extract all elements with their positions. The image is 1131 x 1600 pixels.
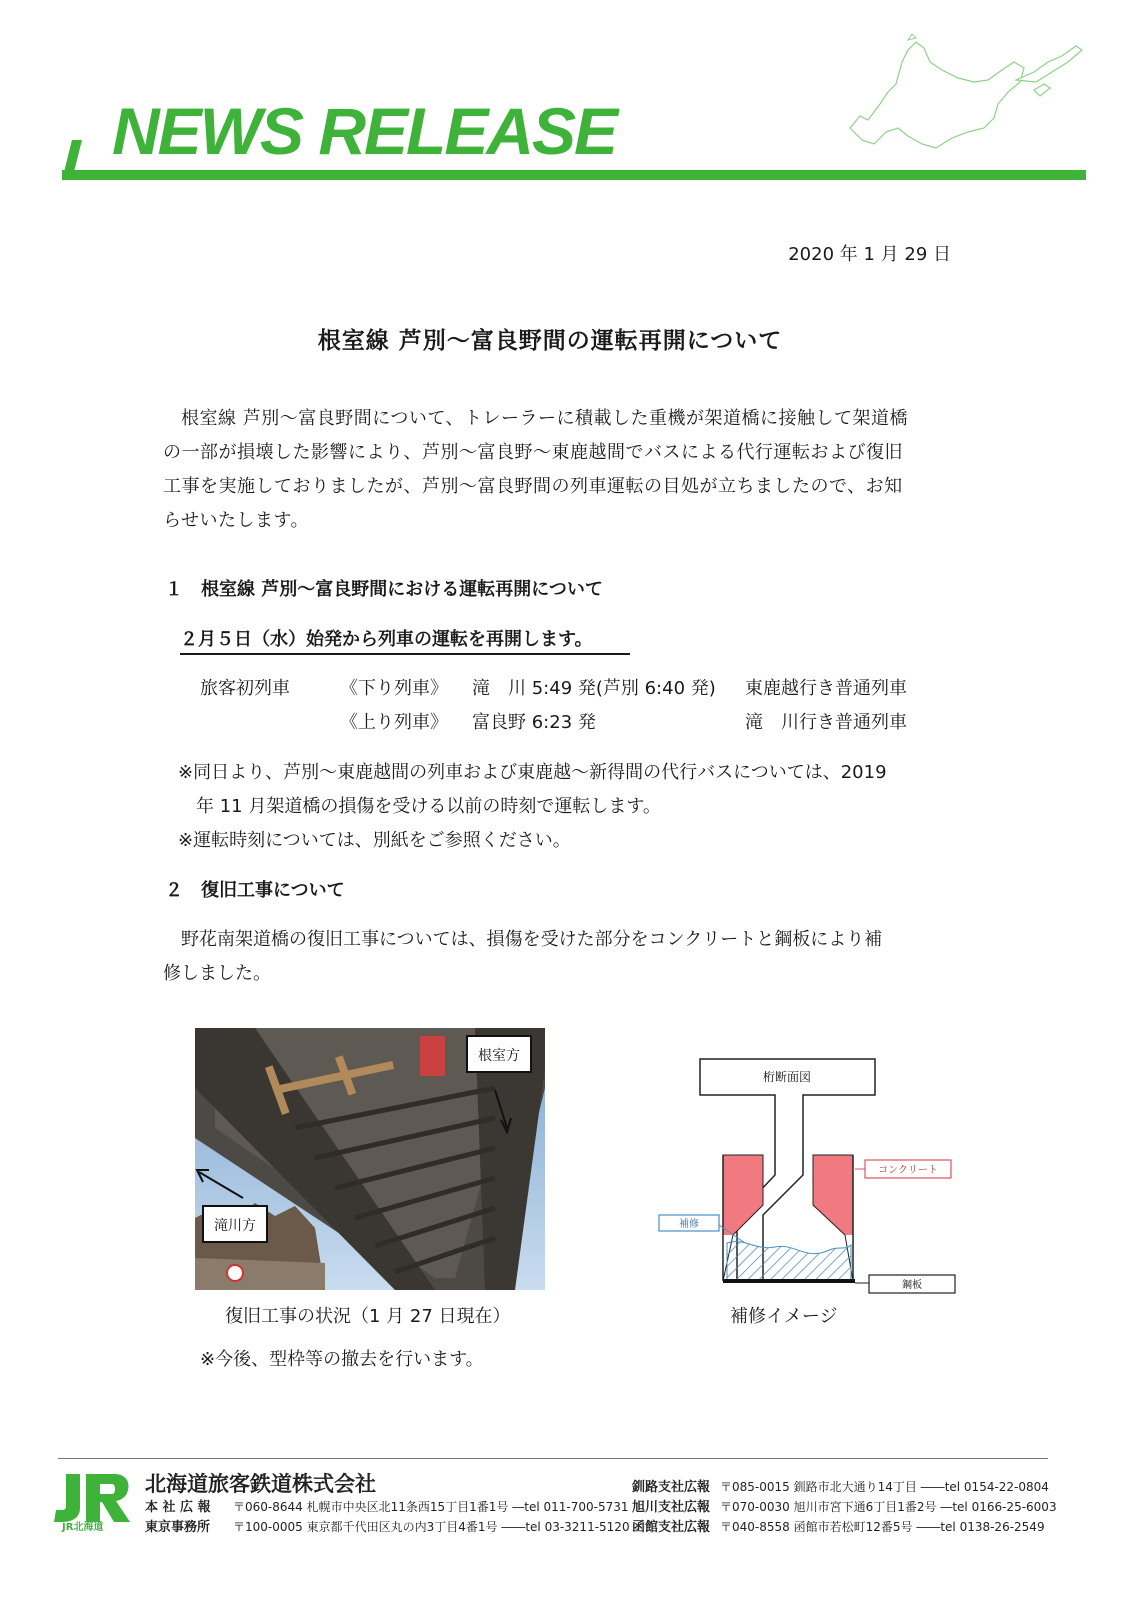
train-row [200, 706, 960, 740]
train-departure: 富良野 6:23 発 [472, 712, 596, 733]
label-steel: 鋼板 [902, 1280, 922, 1291]
footer-rule [58, 1458, 1048, 1459]
photo-caption: 復旧工事の状況（1 月 27 日現在） [225, 1306, 511, 1327]
construction-photo [195, 1028, 545, 1290]
office-row: 本 社 広 報 〒060-8644 札幌市中央区北11条西15丁目1番1号 ―tel 011-700-5731 [145, 1496, 628, 1515]
intro-line: の一部が損壊した影響により、芦別～富良野～東鹿越間でバスによる代行運転および復旧 [163, 442, 903, 463]
office-address: 〒085-0015 釧路市北大通り14丁目 [720, 1480, 917, 1494]
office-row: 函館支社広報 〒040-8558 函館市若松町12番5号 ――tel 0138-26-2549 [632, 1516, 1045, 1535]
train-destination: 東鹿越行き普通列車 [745, 678, 907, 699]
label-nemuro: 根室方 [478, 1048, 520, 1064]
first-train-table [200, 672, 960, 740]
note-line: ※運転時刻については、別紙をご参照ください。 [178, 830, 571, 851]
label-repair: 補修 [679, 1219, 699, 1230]
office-tel: tel 0138-26-2549 [940, 1520, 1045, 1534]
office-tel: tel 0154-22-0804 [944, 1480, 1049, 1494]
diagram-title: 桁断面図 [762, 1070, 812, 1084]
train-destination: 滝 川行き普通列車 [745, 712, 907, 733]
office-label: 東京事務所 [145, 1520, 211, 1535]
train-direction: 《上り列車》 [340, 712, 448, 733]
repair-paragraph [163, 923, 963, 991]
office-address: 〒100-0005 東京都千代田区丸の内3丁目4番1号 [233, 1520, 498, 1534]
final-note: ※今後、型枠等の撤去を行います。 [200, 1349, 484, 1370]
section-2-heading [165, 876, 345, 902]
office-address: 〒060-8644 札幌市中央区北11条西15丁目1番1号 [233, 1500, 509, 1514]
train-direction: 《下り列車》 [340, 678, 448, 699]
repair-line: 野花南架道橋の復旧工事については、損傷を受けた部分をコンクリートと鋼板により補 [181, 929, 883, 950]
first-train-label: 旅客初列車 [200, 678, 290, 699]
news-release-title: NEWS RELEASE [112, 94, 617, 168]
note-line: 年 11 月架道橋の損傷を受ける以前の時刻で運転します。 [178, 796, 661, 817]
office-row: 釧路支社広報 〒085-0015 釧路市北大通り14丁目 ――tel 0154-22-0804 [632, 1476, 1049, 1495]
document-title: 根室線 芦別～富良野間の運転再開について [317, 328, 783, 354]
office-label: 釧路支社広報 [632, 1480, 711, 1495]
intro-line: 工事を実施しておりましたが、芦別～富良野間の列車運転の目処が立ちましたので、お知 [163, 476, 903, 497]
cross-section-drawing [655, 1055, 960, 1300]
intro-line: 根室線 芦別～富良野間について、トレーラーに積載した重機が架道橋に接触して架道橋 [181, 408, 908, 429]
office-address: 〒040-8558 函館市若松町12番5号 [720, 1520, 913, 1534]
section-number: １ [165, 579, 183, 600]
release-date: 2020 年 1 月 29 日 [788, 244, 951, 265]
office-tel: tel 03-3211-5120 [525, 1520, 630, 1534]
office-row: 旭川支社広報 〒070-0030 旭川市宮下通6丁目1番2号 ―tel 0166-25-6003 [632, 1496, 1057, 1515]
bridge-photo-image [195, 1028, 545, 1290]
header-rule [62, 170, 1086, 180]
label-takikawa: 滝川方 [214, 1218, 256, 1234]
section-title: 根室線 芦別～富良野間における運転再開について [201, 579, 603, 600]
label-concrete: コンクリート [878, 1165, 938, 1176]
train-departure: 滝 川 5:49 発(芦別 6:40 発) [472, 678, 716, 699]
diagram-caption: 補修イメージ [730, 1306, 838, 1327]
office-row: 東京事務所 〒100-0005 東京都千代田区丸の内3丁目4番1号 ――tel 03-3211-5120 [145, 1516, 630, 1535]
resume-announcement: ２月５日（水）始発から列車の運転を再開します。 [180, 625, 630, 655]
office-label: 函館支社広報 [632, 1520, 711, 1535]
section-1-heading [165, 575, 603, 601]
repair-line: 修しました。 [163, 963, 271, 984]
intro-line: らせいたします。 [163, 510, 310, 531]
office-tel: tel 0166-25-6003 [952, 1500, 1057, 1514]
note-line: ※同日より、芦別～東鹿越間の列車および東鹿越～新得間の代行バスについては、2019 [178, 762, 887, 783]
section-1-notes [178, 756, 887, 858]
company-name: 北海道旅客鉄道株式会社 [145, 1472, 376, 1496]
office-label: 旭川支社広報 [632, 1500, 711, 1515]
intro-paragraph [163, 402, 953, 538]
hokkaido-map-icon [838, 32, 1088, 157]
office-address: 〒070-0030 旭川市宮下通6丁目1番2号 [720, 1500, 937, 1514]
section-title: 復旧工事について [201, 880, 345, 901]
train-row [200, 672, 960, 706]
jr-hokkaido-logo-text: JR北海道 [62, 1522, 104, 1533]
section-number: ２ [165, 880, 183, 901]
office-label: 本 社 広 報 [145, 1500, 211, 1515]
office-tel: tel 011-700-5731 [524, 1500, 629, 1514]
girder-cross-section-diagram [655, 1055, 960, 1300]
